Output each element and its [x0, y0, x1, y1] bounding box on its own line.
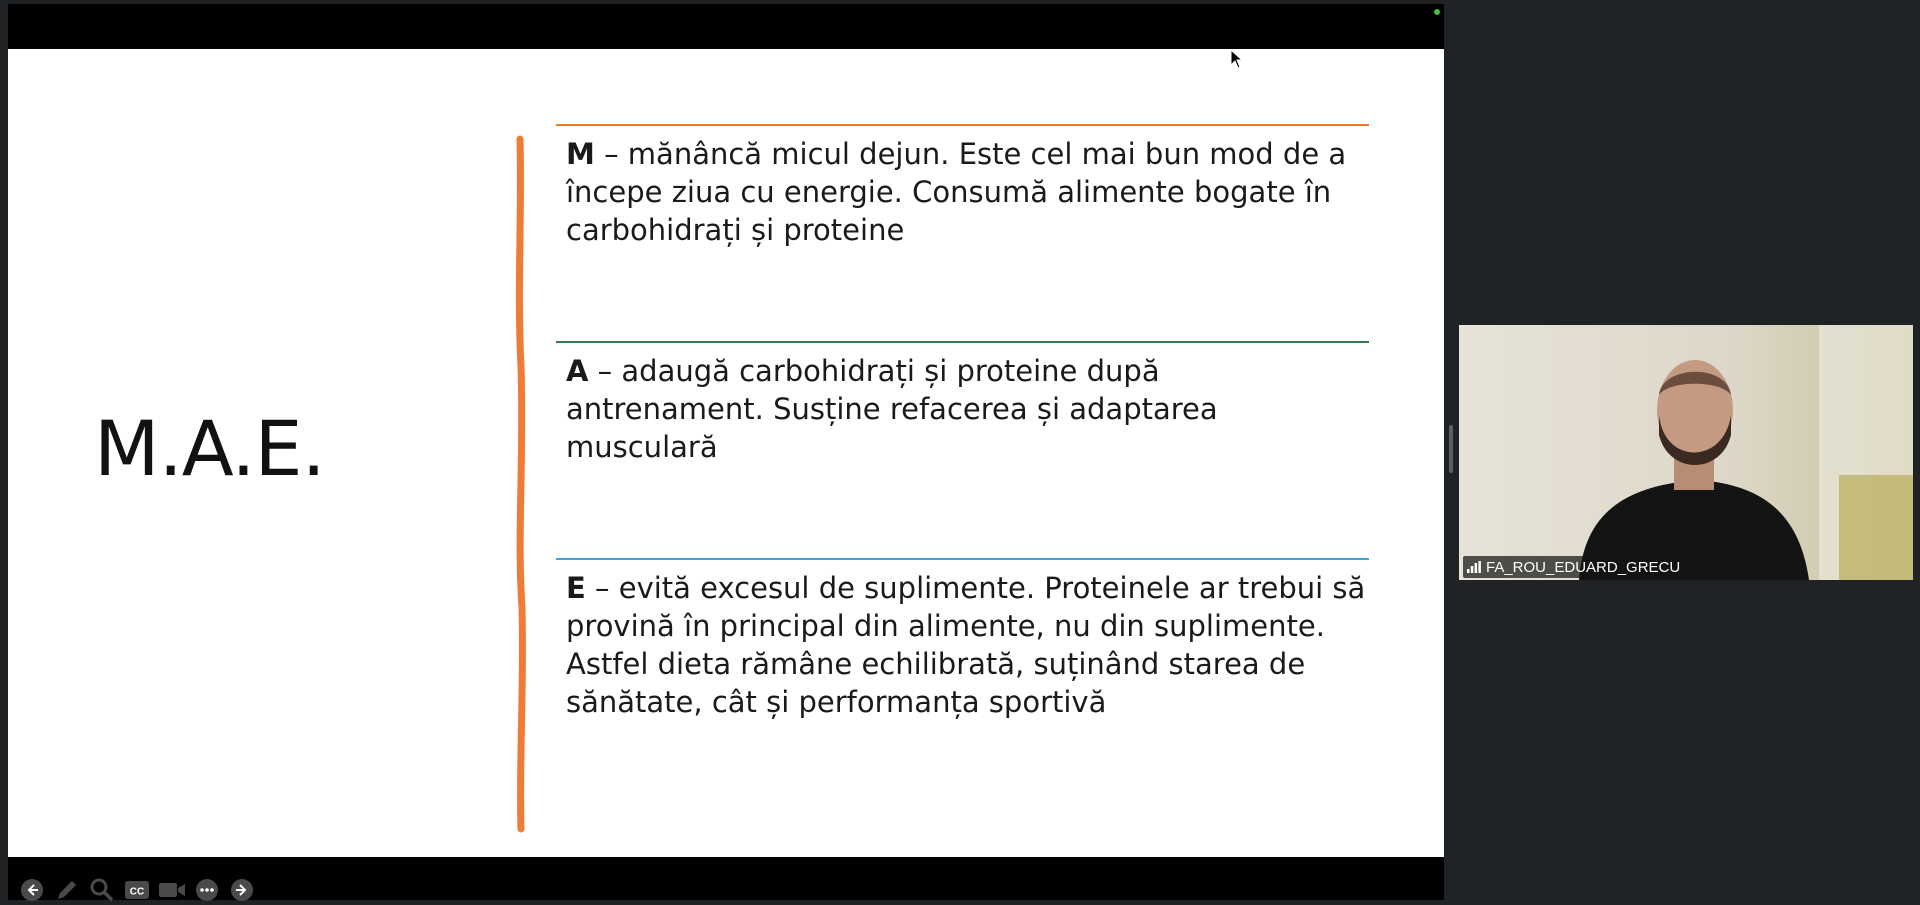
presentation-slide [8, 49, 1444, 898]
separator-line-a [556, 341, 1369, 343]
text-a: – adaugă carbohidrați și proteine după antrenament. Susține refacerea și adaptarea musculară [566, 354, 1218, 464]
participant-video-tile[interactable] [1459, 325, 1913, 580]
text-block-a [566, 352, 1366, 466]
arrow-left-icon [20, 878, 44, 902]
captions-button[interactable] [123, 876, 151, 904]
vertical-accent-bar [511, 137, 531, 831]
signal-strength-icon [1467, 561, 1481, 573]
camera-button[interactable] [158, 876, 186, 904]
next-slide-button[interactable] [228, 876, 256, 904]
participant-video-icon [1459, 325, 1913, 580]
sharing-indicator [1434, 9, 1440, 15]
previous-slide-button[interactable] [18, 876, 46, 904]
separator-line-m [556, 124, 1369, 126]
mouse-cursor-icon [1230, 49, 1244, 69]
slide-title: M.A.E. [94, 404, 325, 493]
zoom-icon [89, 877, 115, 903]
cc-icon [124, 879, 150, 901]
svg-text:CC: CC [129, 886, 145, 898]
text-block-m [566, 135, 1366, 249]
arrow-right-icon [230, 878, 254, 902]
participant-name-tag [1463, 556, 1686, 578]
more-options-button[interactable] [193, 876, 221, 904]
letter-e: E [566, 571, 586, 605]
participant-name: FA_ROU_EDUARD_GRECU [1486, 558, 1681, 576]
more-icon [195, 878, 219, 902]
letter-m: M [566, 137, 595, 171]
letter-a: A [566, 354, 589, 388]
video-icon [158, 879, 186, 901]
text-e: – evită excesul de suplimente. Proteinele ar trebui să provină în principal din alimente, nu din suplimente. Astfel dieta rămâne echilibrată, suținând starea de sănătate, cât și performanța sportivă [566, 571, 1366, 719]
pen-icon [54, 877, 80, 903]
text-m: – mănâncă micul dejun. Este cel mai bun mod de a începe ziua cu energie. Consumă alimente bogate în carbohidrați și proteine [566, 137, 1347, 247]
text-block-e [566, 569, 1366, 721]
separator-line-e [556, 558, 1369, 560]
presentation-toolbar [18, 875, 256, 905]
panel-resize-handle[interactable] [1449, 425, 1453, 473]
zoom-button[interactable] [88, 876, 116, 904]
pen-tool-button[interactable] [53, 876, 81, 904]
